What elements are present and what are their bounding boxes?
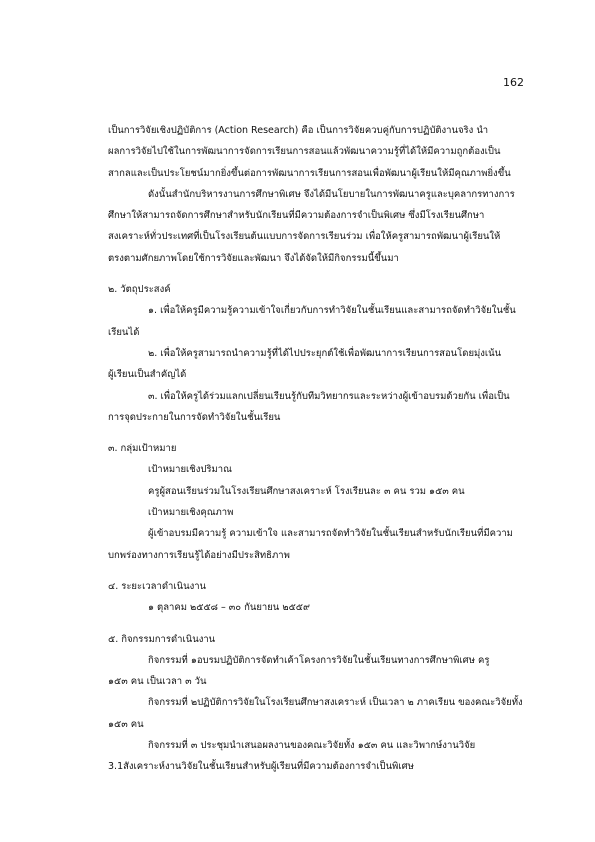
target-line: ผู้เข้าอบรมมีความรู้ ความเข้าใจ และสามารถจัดทำวิจัยในชั้นเรียนสำหรับนักเรียนที่มีความ xyxy=(148,528,513,540)
activity-line: 3.1สังเคราะห์งานวิจัยในชั้นเรียนสำหรับผู้เรียนที่มีความต้องการจำเป็นพิเศษ xyxy=(108,761,414,773)
paragraph-line: เป็นการวิจัยเชิงปฏิบัติการ (Action Research) คือ เป็นการวิจัยควบคู่กับการปฏิบัติงานจริง นำ xyxy=(108,125,489,136)
paragraph-line: ดังนั้นสำนักบริหารงานการศึกษาพิเศษ จึงได้มีนโยบายในการพัฒนาครูและบุคลากรทางการ xyxy=(148,188,515,200)
page-number: 162 xyxy=(503,76,524,89)
section-heading-activities: ๕. กิจกรรมการดำเนินงาน xyxy=(108,633,216,645)
paragraph-line: ผลการวิจัยไปใช้ในการพัฒนาการจัดการเรียนการสอนแล้วพัฒนาความรู้ที่ได้ให้มีความถูกต้องเป็น xyxy=(108,146,501,158)
objective-line: เรียนได้ xyxy=(108,326,140,338)
objective-line: การจุดประกายในการจัดทำวิจัยในชั้นเรียน xyxy=(108,411,281,423)
target-line: เป้าหมายเชิงคุณภาพ xyxy=(148,507,234,519)
document-body xyxy=(108,120,528,778)
activity-line: กิจกรรมที่ ๑อบรมปฏิบัติการจัดทำเค้าโครงการวิจัยในชั้นเรียนทางการศึกษาพิเศษ ครู xyxy=(148,654,490,666)
target-line: เป้าหมายเชิงปริมาณ xyxy=(148,464,232,476)
activity-line: ๑๕๓ คน xyxy=(108,718,144,730)
objective-line: ๒. เพื่อให้ครูสามารถนำความรู้ที่ได้ไปประยุกต์ใช้เพื่อพัฒนาการเรียนการสอนโดยมุ่งเน้น xyxy=(148,347,502,359)
activity-line: กิจกรรมที่ ๒ปฏิบัติการวิจัยในโรงเรียนศึกษาสงเคราะห์ เป็นเวลา ๒ ภาคเรียน ของคณะวิจัยทั้ง xyxy=(148,697,523,709)
objective-line: ๑. เพื่อให้ครูมีความรู้ความเข้าใจเกี่ยวกับการทำวิจัยในชั้นเรียนและสามารถจัดทำวิจัยในชั้น xyxy=(148,305,516,317)
paragraph-line: สากลและเป็นประโยชน์มากยิ่งขึ้นต่อการพัฒนาการเรียนการสอนเพื่อพัฒนาผู้เรียนให้มีคุณภาพยิ่งขึ้น xyxy=(108,167,511,179)
section-heading-objectives: ๒. วัตถุประสงค์ xyxy=(108,284,171,296)
section-heading-target: ๓. กลุ่มเป้าหมาย xyxy=(108,443,177,455)
activity-line: ๑๕๓ คน เป็นเวลา ๓ วัน xyxy=(108,676,207,688)
activity-line: กิจกรรมที่ ๓ ประชุมนำเสนอผลงานของคณะวิจัยทั้ง ๑๕๓ คน และวิพากษ์งานวิจัย xyxy=(148,740,476,752)
paragraph-line: ตรงตามศักยภาพโดยใช้การวิจัยและพัฒนา จึงได้จัดให้มีกิจกรรมนี้ขึ้นมา xyxy=(108,252,399,264)
objective-line: ผู้เรียนเป็นสำคัญได้ xyxy=(108,369,187,381)
target-line: ครูผู้สอนเรียนร่วมในโรงเรียนศึกษาสงเคราะห์ โรงเรียนละ ๓ คน รวม ๑๕๓ คน xyxy=(148,485,465,497)
paragraph-line: สงเคราะห์ทั่วประเทศที่เป็นโรงเรียนต้นแบบการจัดการเรียนร่วม เพื่อให้ครูสามารถพัฒนาผู้เรียนให้ xyxy=(108,231,501,243)
objective-line: ๓. เพื่อให้ครูได้ร่วมแลกเปลี่ยนเรียนรู้กับทีมวิทยากรและระหว่างผู้เข้าอบรมด้วยกัน เพื่อเป็น xyxy=(148,390,510,402)
target-line: บกพร่องทางการเรียนรู้ได้อย่างมีประสิทธิภาพ xyxy=(108,549,290,561)
section-heading-period: ๔. ระยะเวลาดำเนินงาน xyxy=(108,580,207,592)
period-line: ๑ ตุลาคม ๒๕๕๘ – ๓๐ กันยายน ๒๕๕๙ xyxy=(148,602,310,614)
paragraph-line: ศึกษาให้สามารถจัดการศึกษาสำหรับนักเรียนที่มีความต้องการจำเป็นพิเศษ ซึ่งมีโรงเรียนศึกษา xyxy=(108,210,485,222)
